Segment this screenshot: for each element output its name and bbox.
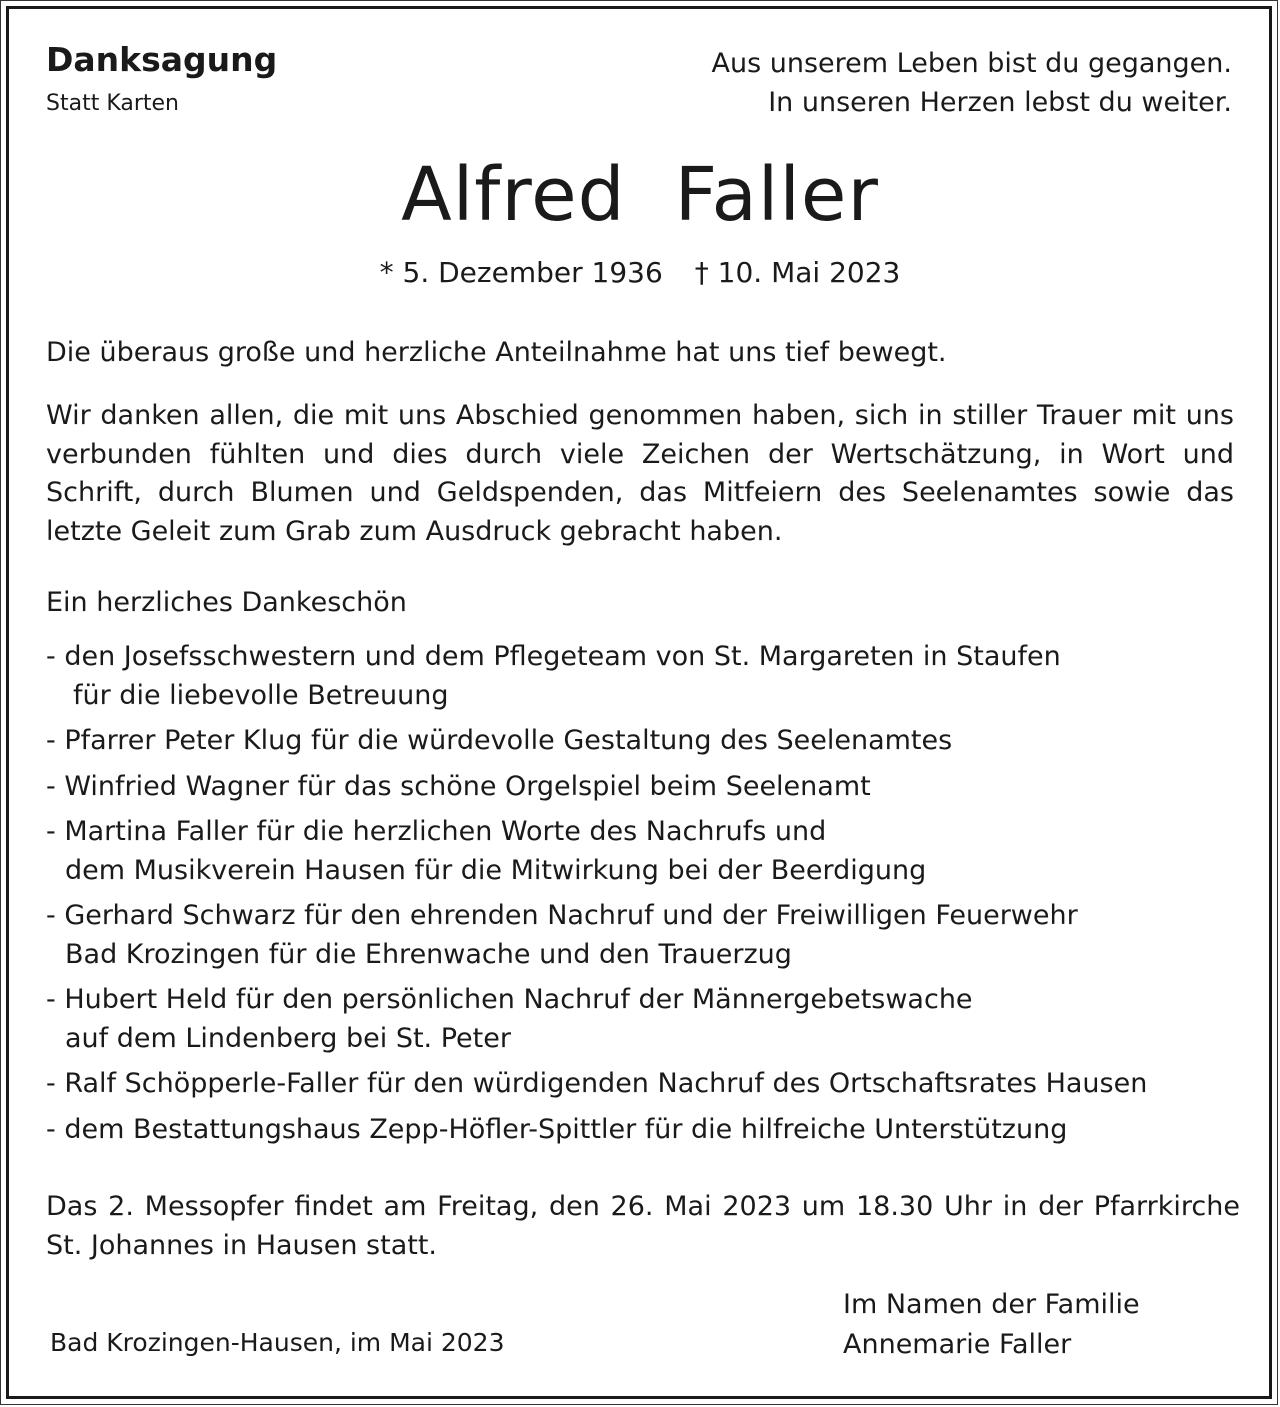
list-item bbox=[46, 1065, 1246, 1104]
heading-danksagung: Danksagung bbox=[46, 40, 278, 79]
life-dates bbox=[0, 256, 1280, 289]
signature-line-1: Im Namen der Familie bbox=[843, 1289, 1140, 1320]
subheading-statt-karten: Statt Karten bbox=[46, 91, 179, 116]
list-item-continuation: dem Musikverein Hausen für die Mitwirkung bei der Beerdigung bbox=[65, 854, 927, 886]
list-item bbox=[46, 897, 1246, 974]
list-item-continuation: auf dem Lindenberg bei St. Peter bbox=[65, 1022, 511, 1054]
list-item-line: - Ralf Schöpperle-Faller für den würdigenden Nachruf des Ortschaftsrates Hausen bbox=[46, 1068, 1148, 1099]
list-item bbox=[46, 722, 1246, 761]
list-item-line: - Winfried Wagner für das schöne Orgelspiel beim Seelenamt bbox=[46, 770, 871, 802]
list-item-line: - dem Bestattungshaus Zepp-Höfler-Spittler für die hilfreiche Unterstützung bbox=[46, 1113, 1068, 1145]
thanks-list bbox=[46, 638, 1246, 1156]
list-item bbox=[46, 813, 1246, 890]
motto-line-1: Aus unserem Leben bist du gegangen. bbox=[711, 48, 1232, 79]
motto-line-2: In unseren Herzen lebst du weiter. bbox=[768, 87, 1232, 118]
list-item-line: - Martina Faller für die herzlichen Worte des Nachrufs und bbox=[46, 816, 827, 847]
list-item-line: - Hubert Held für den persönlichen Nachruf der Männergebetswache bbox=[46, 984, 973, 1015]
list-item bbox=[46, 1111, 1246, 1150]
list-item-line: - den Josefsschwestern und dem Pflegeteam von St. Margareten in Staufen bbox=[46, 641, 1061, 672]
deceased-name: Alfred Faller bbox=[401, 152, 879, 238]
list-item-continuation: für die liebevolle Betreuung bbox=[73, 679, 449, 711]
list-item bbox=[46, 981, 1246, 1058]
birth-date: * 5. Dezember 1936 bbox=[379, 256, 663, 289]
thanks-paragraph: Wir danken allen, die mit uns Abschied genommen haben, sich in stiller Trauer mit uns verbunden fühlten und dies durch viele Zeichen der Wertschätzung, in Wort und Schrift, durch Blumen und Geldspenden, das Mitfeiern des Seelenamtes sowie das letzte Geleit zum Grab zum Ausdruck gebracht haben. bbox=[46, 400, 1234, 547]
intro-paragraph: Die überaus große und herzliche Anteilnahme hat uns tief bewegt. bbox=[46, 337, 947, 368]
place-and-date: Bad Krozingen-Hausen, im Mai 2023 bbox=[50, 1328, 505, 1357]
list-item-line: - Gerhard Schwarz für den ehrenden Nachruf und der Freiwilligen Feuerwehr bbox=[46, 900, 1078, 931]
dankeschoen-heading: Ein herzliches Dankeschön bbox=[46, 587, 407, 618]
signature-name: Annemarie Faller bbox=[843, 1329, 1072, 1360]
list-item bbox=[46, 768, 1246, 807]
list-item-continuation: Bad Krozingen für die Ehrenwache und den Trauerzug bbox=[65, 938, 792, 970]
motto-verse bbox=[712, 44, 1232, 122]
list-item bbox=[46, 638, 1246, 715]
mass-announcement: Das 2. Messopfer findet am Freitag, den 26. Mai 2023 um 18.30 Uhr in der Pfarrkirche St. Johannes in Hausen statt. bbox=[46, 1191, 1240, 1261]
death-date: † 10. Mai 2023 bbox=[694, 256, 901, 289]
signature-block bbox=[843, 1285, 1140, 1365]
list-item-line: - Pfarrer Peter Klug für die würdevolle Gestaltung des Seelenamtes bbox=[46, 725, 953, 756]
